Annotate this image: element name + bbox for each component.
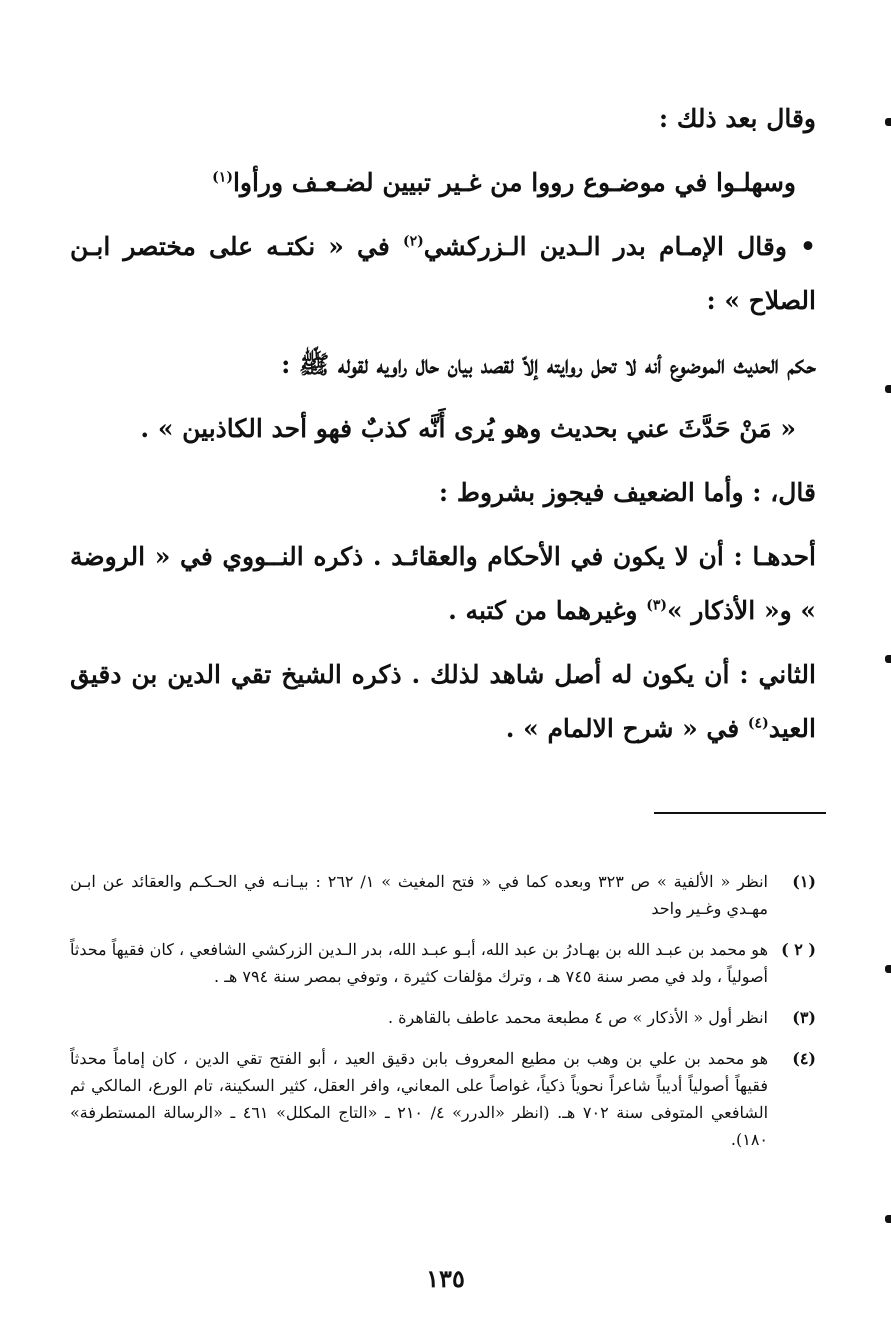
edge-mark xyxy=(885,655,891,663)
footnote-text: انظر « الألفية » ص ٣٢٣ وبعده كما في « فتح المغيث » ١/ ٢٦٢ : بيـانـه في الحـكـم والعقائد عن ابـن مهـدي وغـير واحد xyxy=(70,872,768,918)
condition-1-text-a: أحدهـا : أن لا يكون في الأحكام والعقائـد . ذكره النــووي في « الروضة » و« الأذكار » xyxy=(70,542,816,625)
main-text-body xyxy=(70,92,816,766)
paragraph-condition-2 xyxy=(70,648,816,756)
weak-conditions-text: قال، : وأما الضعيف فيجوز بشروط : xyxy=(438,478,816,507)
edge-mark xyxy=(885,965,891,973)
condition-2-text-a: الثاني : أن يكون له أصل شاهد لذلك . ذكره الشيخ تقي الدين بن دقيق العيد xyxy=(70,660,816,743)
edge-mark xyxy=(885,385,891,393)
paragraph-zarkashi xyxy=(70,220,816,328)
page-number: ١٣٥ xyxy=(426,1264,465,1293)
verse-text: وسهلـوا في موضـوع رووا من غـير تبيين لضـعـف ورأوا xyxy=(232,168,796,197)
footnote-1 xyxy=(70,868,816,922)
footnote-ref-4[interactable]: (٤) xyxy=(747,715,769,732)
zarkashi-text-a: • وقال الإمـام بدر الـدين الـزركشي xyxy=(423,232,816,261)
footnote-number: (١) xyxy=(792,872,816,891)
paragraph-ruling xyxy=(70,338,816,392)
footnote-2 xyxy=(70,936,816,990)
footnote-4 xyxy=(70,1045,816,1153)
paragraph-weak-conditions xyxy=(70,466,816,520)
footnote-text: هو محمد بن عبـد الله بن بهـادرُ بن عبد الله، أبـو عبـد الله، بدر الـدين الزركشي الشافعي ، كان فقيهاً محدثاً أصولياً ، ولد في مصر سنة ٧٤٥ هـ ، وترك مؤلفات كثيرة ، وتوفي بمصر سنة ٧٩٤ هـ . xyxy=(70,940,768,986)
footnote-text: هو محمد بن علي بن وهب بن مطيع المعروف بابن دقيق العيد ، أبو الفتح تقي الدين ، كان إماماً محدثاً فقيهاً أصولياً أديباً شاعراً نحوياً ذكياً، غواصاً على المعاني، وافر العقل، كثير السكينة، تام الورع، المالكي ثم الشافعي المتوفى سنة ٧٠٢ هـ. (انظر «الدرر» ٤/ ٢١٠ ـ «التاج المكلل» ٤٦١ ـ «الرسالة المستطرفة» ١٨٠). xyxy=(70,1049,769,1149)
intro-text: وقال بعد ذلك : xyxy=(658,104,816,133)
condition-2-text-b: في « شرح الالمام » . xyxy=(505,714,748,743)
footnote-ref-3[interactable]: (٣) xyxy=(646,597,667,614)
footnotes-section xyxy=(70,868,816,1167)
condition-1-text-b: وغيرهما من كتبه . xyxy=(448,596,647,625)
footnote-text: انظر أول « الأذكار » ص ٤ مطبعة محمد عاطف بالقاهرة . xyxy=(387,1008,768,1027)
hadith-text: « مَنْ حَدَّثَ عني بحديث وهو يُرى أَنَّه كذبٌ فهو أحد الكاذبين » . xyxy=(140,414,796,443)
hadith-quote xyxy=(70,402,816,456)
footnote-ref-1[interactable]: (١) xyxy=(212,169,233,186)
footnote-divider xyxy=(654,812,826,814)
footnote-ref-2[interactable]: (٢) xyxy=(402,233,424,250)
poem-verse xyxy=(70,156,816,210)
edge-mark xyxy=(885,118,891,126)
paragraph-intro xyxy=(70,92,816,146)
ruling-text: حكم الحديث الموضوع أنه لا تحل روايته إلاّ لقصد بيان حال راويه لقوله ﷺ : xyxy=(281,350,816,379)
paragraph-condition-1 xyxy=(70,530,816,638)
edge-mark xyxy=(885,1215,891,1223)
footnote-number: ( ٢ ) xyxy=(781,940,816,959)
footnote-number: (٣) xyxy=(792,1008,816,1027)
footnote-3 xyxy=(70,1004,816,1031)
footnote-number: (٤) xyxy=(792,1049,816,1068)
zarkashi-text-b: في « نكتـه على مختصر ابـن الصلاح » : xyxy=(70,232,816,315)
